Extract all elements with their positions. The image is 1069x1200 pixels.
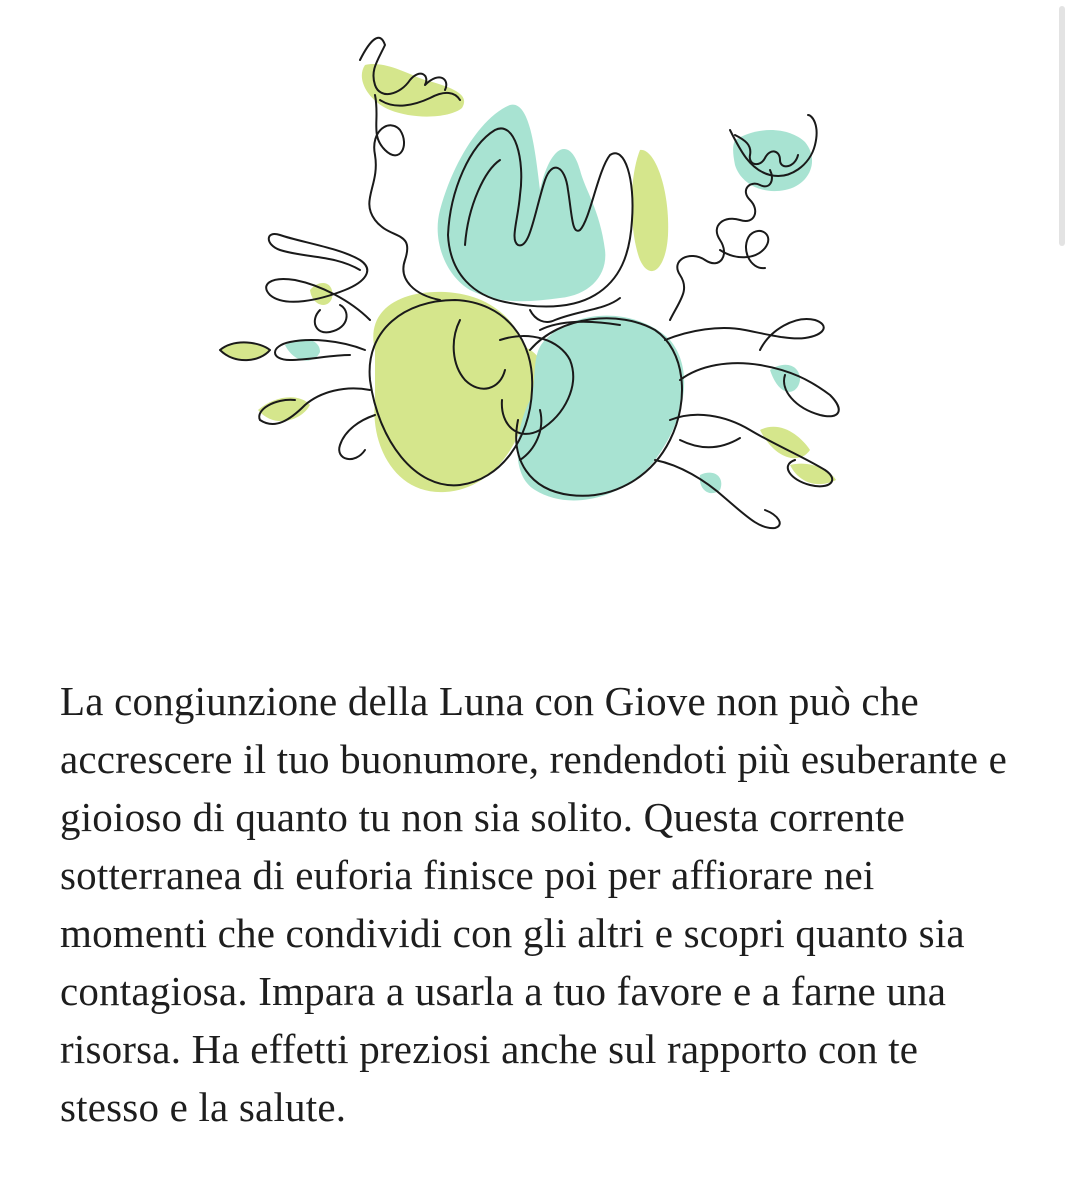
horoscope-text: La congiunzione della Luna con Giove non può che accrescere il tuo buonumore, rendendoti più esuberante e gioioso di quanto tu non sia solito. Questa corrente sotterranea di euforia finisce poi per affiorare nei momenti che condividi con gli altri e scopri quanto sia contagiosa. Impara a usarla a tuo favore e a farne una risorsa. Ha effetti preziosi anche sul rapporto con te stesso e la salute. — [60, 678, 1007, 1130]
crab-zodiac-illustration-icon — [200, 20, 860, 550]
scrollbar[interactable] — [1055, 0, 1069, 1200]
illustration-color-blobs — [220, 64, 836, 500]
scrollbar-thumb[interactable] — [1059, 6, 1065, 246]
